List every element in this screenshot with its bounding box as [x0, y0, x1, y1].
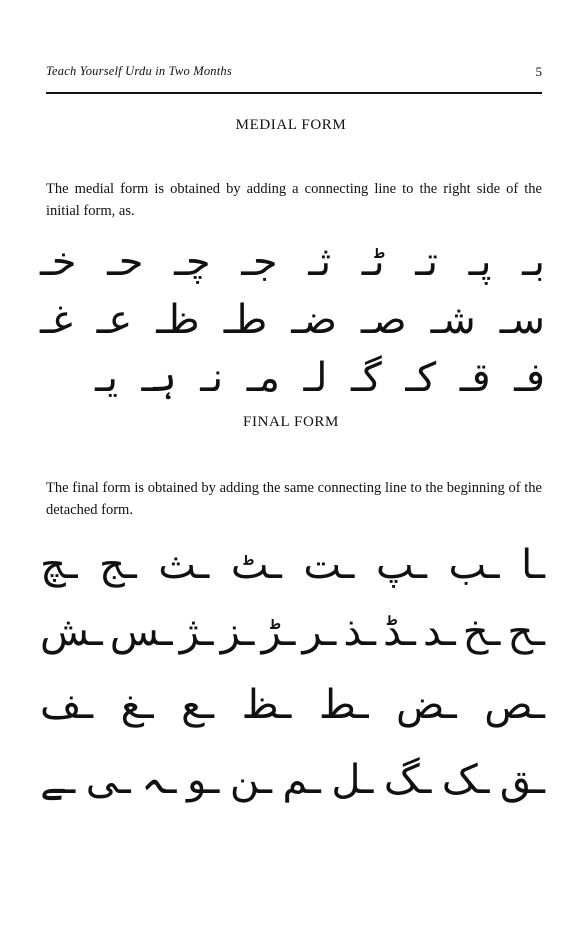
urdu-letter: ـح — [507, 609, 545, 655]
urdu-letter: ـگ — [383, 757, 432, 803]
urdu-letter: لـ — [303, 355, 328, 401]
urdu-letter: ـق — [499, 757, 545, 803]
urdu-letter: ـف — [40, 682, 94, 728]
urdu-letter: ـز — [220, 609, 255, 655]
final-row-3 — [40, 675, 545, 735]
urdu-letter: شـ — [430, 297, 476, 343]
urdu-letter: ـچ — [40, 542, 78, 588]
urdu-letter: ثـ — [308, 239, 332, 285]
urdu-letter: ـش — [40, 609, 103, 655]
urdu-letter: یـ — [95, 355, 118, 401]
urdu-letter: قـ — [459, 355, 491, 401]
urdu-letter: کـ — [405, 355, 437, 401]
medial-form-heading: MEDIAL FORM — [235, 117, 347, 133]
urdu-letter: ـب — [448, 542, 500, 588]
urdu-letter: ـی — [85, 757, 131, 803]
urdu-letter: تـ — [415, 239, 439, 285]
urdu-letter: حـ — [107, 239, 144, 285]
urdu-letter: ہـ — [141, 355, 177, 401]
urdu-letter: صـ — [360, 297, 407, 343]
urdu-letter: ـن — [229, 757, 272, 803]
urdu-letter: طـ — [223, 297, 268, 343]
urdu-letter: ـل — [331, 757, 374, 803]
urdu-letter: سـ — [499, 297, 545, 343]
urdu-letter: غـ — [40, 297, 73, 343]
urdu-letter: جـ — [241, 239, 278, 285]
medial-row-1 — [40, 232, 545, 292]
urdu-letter: ـم — [282, 757, 321, 803]
final-row-1 — [40, 535, 545, 595]
urdu-letter: ـد — [422, 609, 456, 655]
urdu-letter: عـ — [96, 297, 133, 343]
urdu-letter: ـذ — [343, 609, 377, 655]
urdu-letter: پـ — [468, 239, 492, 285]
urdu-letter: ـث — [158, 542, 210, 588]
medial-row-2 — [40, 290, 545, 350]
urdu-letter: مـ — [246, 355, 280, 401]
urdu-letter: ـہ — [141, 757, 177, 803]
urdu-letter: ـت — [303, 542, 355, 588]
urdu-letter: ظـ — [156, 297, 200, 343]
urdu-letter: چـ — [174, 239, 211, 285]
urdu-letter: ضـ — [291, 297, 337, 343]
urdu-letter: ـڑ — [261, 609, 296, 655]
urdu-letter: ـج — [99, 542, 137, 588]
urdu-letter: گـ — [351, 355, 382, 401]
medial-row-3 — [95, 348, 545, 408]
urdu-letter: ـط — [318, 682, 369, 728]
urdu-letter: ـس — [109, 609, 173, 655]
urdu-letter: ـو — [186, 757, 220, 803]
urdu-letter: ـڈ — [383, 609, 416, 655]
urdu-letter: خـ — [40, 239, 77, 285]
urdu-letter: ـے — [40, 757, 76, 803]
page-number: 5 — [535, 64, 542, 79]
urdu-letter: نـ — [200, 355, 224, 401]
final-row-4 — [40, 750, 545, 810]
urdu-letter: ـٹ — [230, 542, 282, 588]
final-row-2 — [40, 602, 545, 662]
running-head — [46, 64, 542, 82]
urdu-letter: ـژ — [179, 609, 214, 655]
urdu-letter: ـض — [396, 682, 457, 728]
header-rule — [46, 92, 542, 94]
urdu-letter: ـغ — [120, 682, 154, 728]
urdu-letter: ـص — [484, 682, 545, 728]
urdu-letter: ٹـ — [361, 239, 385, 285]
urdu-letter: ـظ — [241, 682, 292, 728]
urdu-letter: ـک — [441, 757, 490, 803]
urdu-letter: ـر — [302, 609, 337, 655]
urdu-letter: ـا — [521, 542, 545, 588]
urdu-letter: ـپ — [375, 542, 427, 588]
final-form-description: The final form is obtained by adding the same connecting line to the beginning of the detached form. — [46, 480, 542, 518]
book-title: Teach Yourself Urdu in Two Months — [46, 64, 232, 78]
final-form-heading: FINAL FORM — [243, 414, 339, 430]
medial-form-description: The medial form is obtained by adding a connecting line to the right side of the initial form, as. — [46, 181, 542, 219]
urdu-letter: بـ — [522, 239, 545, 285]
urdu-letter: ـخ — [462, 609, 501, 655]
urdu-letter: ـع — [181, 682, 215, 728]
urdu-letter: فـ — [514, 355, 545, 401]
